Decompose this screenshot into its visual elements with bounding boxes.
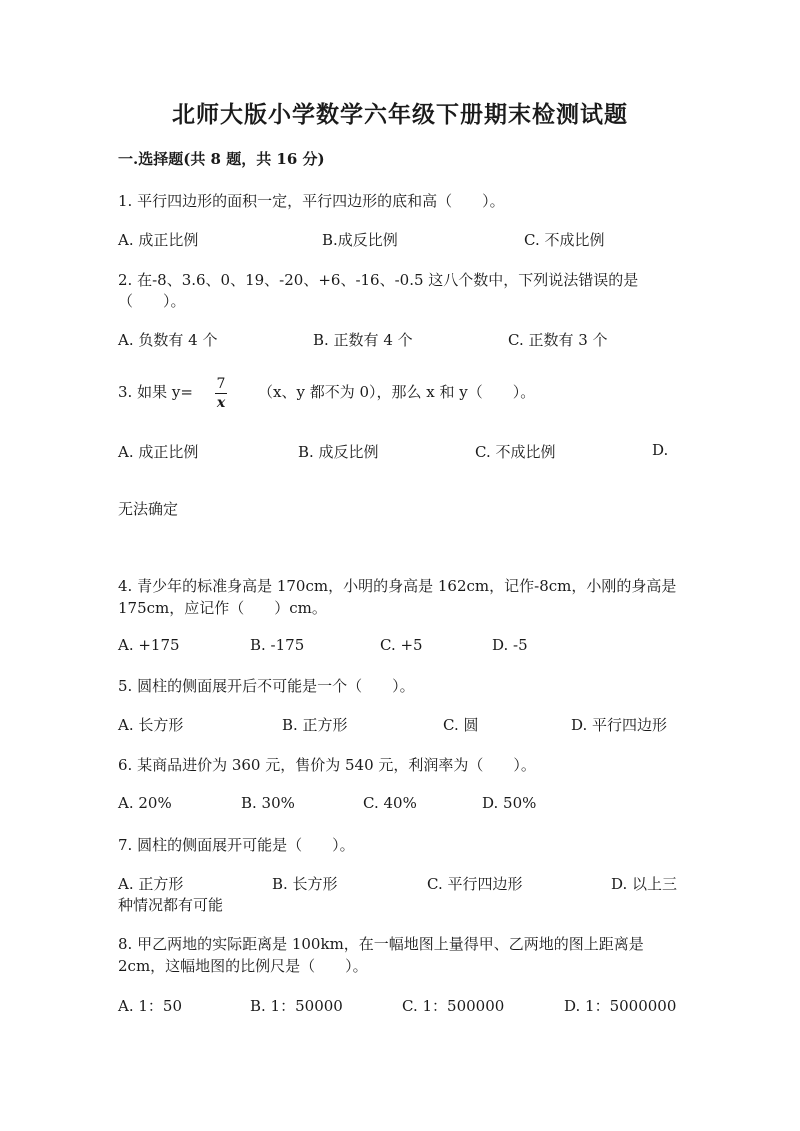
question-4-stem-line2: 175cm，应记作（ ）cm。 xyxy=(118,599,327,617)
q4-option-b: B. -175 xyxy=(250,636,305,654)
q3-option-a: A. 成正比例 xyxy=(118,443,199,461)
q7-option-a: A. 正方形 xyxy=(118,875,184,893)
fraction-numerator: 7 xyxy=(216,376,226,392)
q3-option-c: C. 不成比例 xyxy=(475,443,556,461)
fraction-bar xyxy=(215,393,227,394)
question-3-stem-suffix: （x、y 都不为 0），那么 x 和 y（ ）。 xyxy=(258,383,536,401)
q3-option-d-continued: 无法确定 xyxy=(118,500,179,518)
q5-option-c: C. 圆 xyxy=(443,716,479,734)
q2-option-a: A. 负数有 4 个 xyxy=(118,331,218,349)
question-8-stem-line1: 8. 甲乙两地的实际距离是 100km，在一幅地图上量得甲、乙两地的图上距离是 xyxy=(118,935,644,953)
section-heading: 一.选择题(共 8 题，共 16 分) xyxy=(118,150,325,168)
question-6-stem: 6. 某商品进价为 360 元，售价为 540 元，利润率为（ ）。 xyxy=(118,756,536,774)
fraction-7-over-x xyxy=(213,376,229,411)
question-4-stem-line1: 4. 青少年的标准身高是 170cm，小明的身高是 162cm，记作-8cm，小刚的身高是 xyxy=(118,577,677,595)
q1-option-c: C. 不成比例 xyxy=(524,231,605,249)
q5-option-b: B. 正方形 xyxy=(282,716,348,734)
q8-option-c: C. 1：500000 xyxy=(402,997,505,1015)
question-2-stem-line2: （ ）。 xyxy=(118,292,186,310)
q6-option-b: B. 30% xyxy=(241,794,295,812)
q2-option-c: C. 正数有 3 个 xyxy=(508,331,608,349)
q8-option-d: D. 1：5000000 xyxy=(564,997,677,1015)
question-3-stem-prefix: 3. 如果 y= xyxy=(118,383,193,401)
fraction-denominator: x xyxy=(216,395,226,411)
q7-option-d-continued: 种情况都有可能 xyxy=(118,896,224,914)
question-5-stem: 5. 圆柱的侧面展开后不可能是一个（ ）。 xyxy=(118,677,415,695)
question-8-stem-line2: 2cm，这幅地图的比例尺是（ ）。 xyxy=(118,957,368,975)
q5-option-d: D. 平行四边形 xyxy=(571,716,668,734)
q4-option-c: C. +5 xyxy=(380,636,423,654)
q4-option-d: D. -5 xyxy=(492,636,528,654)
q6-option-c: C. 40% xyxy=(363,794,417,812)
question-7-stem: 7. 圆柱的侧面展开可能是（ ）。 xyxy=(118,836,355,854)
question-2-stem-line1: 2. 在-8、3.6、0、19、-20、+6、-16、-0.5 这八个数中，下列说法错误的是 xyxy=(118,271,639,289)
q1-option-b: B.成反比例 xyxy=(322,231,398,249)
q3-option-b: B. 成反比例 xyxy=(298,443,379,461)
q7-option-b: B. 长方形 xyxy=(272,875,338,893)
q2-option-b: B. 正数有 4 个 xyxy=(313,331,413,349)
q4-option-a: A. +175 xyxy=(118,636,180,654)
q3-option-d: D. xyxy=(652,441,669,459)
q6-option-a: A. 20% xyxy=(118,794,172,812)
q5-option-a: A. 长方形 xyxy=(118,716,184,734)
q7-option-d: D. 以上三 xyxy=(611,875,678,893)
page-title: 北师大版小学数学六年级下册期末检测试题 xyxy=(172,101,628,128)
question-1-stem: 1. 平行四边形的面积一定，平行四边形的底和高（ ）。 xyxy=(118,192,505,210)
q8-option-a: A. 1：50 xyxy=(118,997,182,1015)
q8-option-b: B. 1：50000 xyxy=(250,997,343,1015)
q7-option-c: C. 平行四边形 xyxy=(427,875,523,893)
q6-option-d: D. 50% xyxy=(482,794,537,812)
q1-option-a: A. 成正比例 xyxy=(118,231,199,249)
